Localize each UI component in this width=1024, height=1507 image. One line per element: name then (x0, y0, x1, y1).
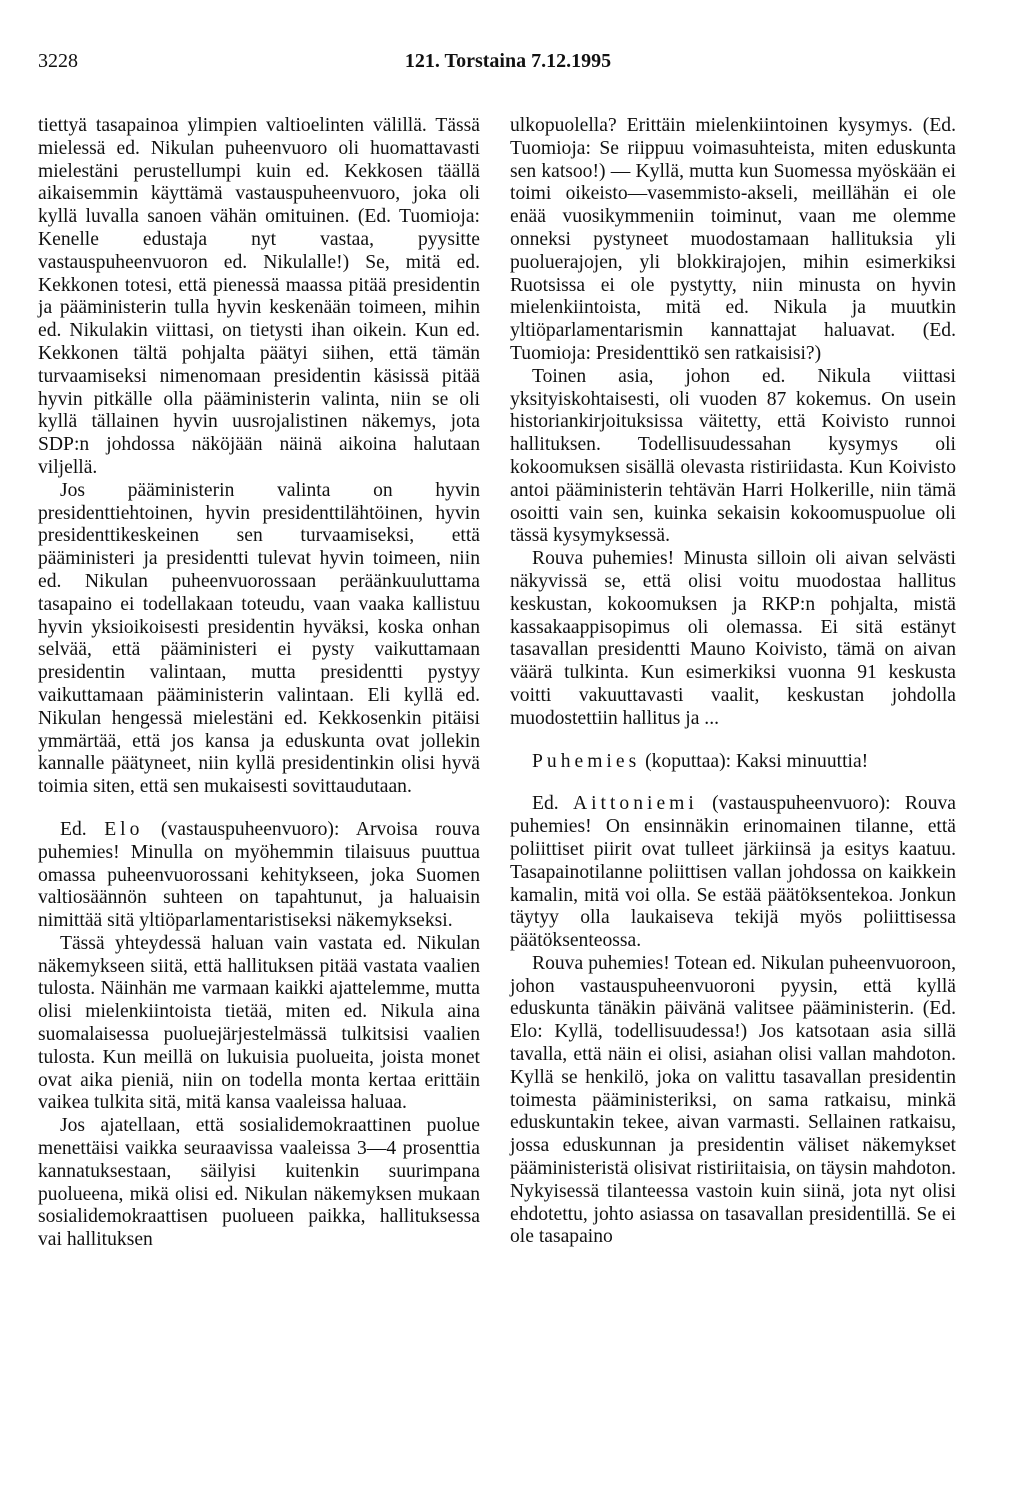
paragraph: Toinen asia, johon ed. Nikula viittasi yksityiskohtaisesti, oli vuoden 87 kokemus. On usein historiankirjoituksissa väitetty, että Koivisto runnoi hallituksen. Todellisuudessahan kysymys oli kokoomuksen sisällä olevasta ristiriidasta. Kun Koivisto antoi pääministerin tehtävän Harri Holkerille, niin tämä osoitti vain sen, kuinka sekaisin kokoomuspuolue oli tässä kysymyksessä. (510, 365, 956, 547)
speaker-prefix: Ed. (532, 793, 573, 815)
paragraph: Tässä yhteydessä haluan vain vastata ed. Nikulan näkemykseen siitä, että hallituksen pitää vastata vaalien tulosta. Näinhän me varmaan kaikki ajattelemme, mutta olisi mielenkiintoista tietää, miten ed. Nikula aina suomalaisessa puoluejärjestelmässä tulkitsisi vaalien tulosta. Kun meillä on lukuisia puolueita, joista monet ovat aika pieniä, niin on todella monta kertaa erittäin vaikea tulkita sitä, mitä kansa vaaleissa haluaa. (38, 932, 480, 1114)
right-column (510, 115, 956, 1249)
paragraph: Jos pääministerin valinta on hyvin presidenttiehtoinen, hyvin presidenttilähtöinen, hyvin presidenttikeskeinen sen turvaamiseksi, että pääministeri ja presidentti tulevat hyvin toimeen, niin ed. Nikulan puheenvuorossaan peräänkuuluttama tasapaino ei todellakaan toteudu, vaan vaaka kallistuu hyvin yksioikoisesti presidentin hyväksi, koska onhan selvää, että pääministeri ei pysty vaikuttamaan presidentin valintaan, mutta presidentti pystyy vaikuttamaan pääministerin valintaan. Eli kyllä ed. Nikulan hengessä mielestäni ed. Kekkosenkin pitäisi ymmärtää, että jos kansa ja eduskunta ovat jollekin kannalle päätyneet, niin kyllä presidentinkin olisi hyvä toimia siten, että sen mukaisesti sovittaudutaan. (38, 479, 480, 798)
paragraph: Rouva puhemies! Minusta silloin oli aivan selvästi näkyvissä se, että olisi voitu muodostaa hallitus keskustan, kokoomuksen ja RKP:n pohjalta, mistä kassakaappisopimus oli olemassa. Ei sitä estänyt tasavallan presidentti Mauno Koivisto, tämä on aivan väärä tulkinta. Kun esimerkiksi vuonna 91 keskusta voitti vakuuttavasti vaalit, keskustan johdolla muodostettiin hallitus ja ... (510, 548, 956, 729)
page-number: 3228 (38, 50, 78, 72)
speech-text: (koputtaa): Kaksi minuuttia! (640, 750, 869, 772)
running-head: 121. Torstaina 7.12.1995 (404, 50, 612, 72)
speaker-paragraph (38, 819, 480, 933)
paragraph: Jos ajatellaan, että sosialidemokraattinen puolue menettäisi vaikka seuraavissa vaaleissa 3—4 prosenttia kannatuksestaan, säilyisi kuitenkin suurimpana puolueena, mikä olisi ed. Nikulan näkemyksen mukaan sosialidemokraattisen puolueen paikka, hallituksessa vai hallituksen (38, 1115, 480, 1251)
left-column (38, 115, 480, 1252)
paragraph: Rouva puhemies! Totean ed. Nikulan puheenvuoroon, johon vastauspuheenvuoroni pyysin, että kyllä eduskunta tänäkin päivänä valitsee pääministerin. (Ed. Elo: Kyllä, todellisuudessa!) Jos katsotaan asia sillä tavalla, että näin ei olisi, asiahan olisi vallan mahdoton. Kyllä se henkilö, joka on valittu tasavallan presidentin toimesta pääministeriksi, on sama ratkaisu, minkä eduskuntakin tekee, aivan varmasti. Sellainen ratkaisu, jossa eduskunnan ja presidentin väliset näkemykset pääministeristä olisivat ristiriitaisia, on täysin mahdoton. Nykyisessä tilanteessa vastoin kuin siinä, jota nyt olisi ehdotettu, johto asiassa on tasavallan presidentillä. Se ei ole tasapaino (510, 952, 956, 1248)
speaker-paragraph (510, 793, 956, 953)
speaker-prefix: Ed. (60, 818, 105, 840)
paragraph: tiettyä tasapainoa ylimpien valtioelinten välillä. Tässä mielessä ed. Nikulan puheenvuoro oli huomattavasti mielestäni perustellumpi kuin ed. Kekkosen täällä aikaisemmin käyttämä vastauspuheenvuoro, joka oli kyllä luvalla sanoen vähän omituinen. (Ed. Tuomioja: Kenelle edustaja nyt vastaa, pyysitte vastauspuheenvuoron ed. Nikulalle!) Se, mitä ed. Kekkonen totesi, että pienessä maassa pitää presidentin ja pääministerin tulla hyvin keskenään toimeen, mihin ed. Nikulakin viittasi, on tietysti ihan oikein. Kun ed. Kekkonen tältä pohjalta päätyi siihen, että tämän turvaamiseksi nimenomaan presidentin käsissä pitää hyvin pitkälle olla pääministerin valinta, niin se oli kyllä tällainen hyvin uusrojalistinen näkemys, jota SDP:n johdossa näköjään näinä aikoina halutaan viljellä. (38, 115, 480, 478)
speaker-paragraph (510, 751, 956, 774)
speaker-name: Elo (104, 818, 144, 840)
page-header (38, 50, 978, 74)
speech-text: (vastauspuheenvuoro): Rouva puhemies! On ensinnäkin erinomainen tilanne, että poliittiset piirit ovat tulleet järkiinsä ja esitys kaatuu. Tasapainotilanne poliittisen vallan johdossa on kaikkein kamalin, mitä voi olla. Se estää päätöksentekoa. Jonkun täytyy olla laukaiseva tekijä myös poliittisessa päätöksenteossa. (510, 793, 957, 952)
paragraph: ulkopuolella? Erittäin mielenkiintoinen kysymys. (Ed. Tuomioja: Se riippuu voimasuhteista, miten eduskunta sen katsoo!) — Kyllä, mutta kun Suomessa myöskään ei toimi oikeisto—vasemmisto-akseli, meillähän ei ole enää vuosikymmeniin toiminut, vaan me olemme onneksi pystyneet muodostamaan hallituksia yli puoluerajojen, yli blokkirajojen, mihin esimerkiksi Ruotsissa ei ole pystytty, niin minusta on hyvin mielenkiintoista, mitä ed. Nikula ja muutkin yltiöparlamentarismin kannattajat haluavat. (Ed. Tuomioja: Presidenttikö sen ratkaisisi?) (510, 115, 956, 364)
speaker-name: Aittoniemi (572, 793, 698, 815)
speech-text: (vastauspuheenvuoro): Arvoisa rouva puhemies! Minulla on myöhemmin tilaisuus puuttua omassa puheenvuorossani kehitykseen, joka Suomen valtiosäännön suhteen on tapahtunut, ja haluaisin nimittää sitä yltiöparlamentaristiseksi näkemykseksi. (38, 818, 480, 932)
speaker-name: Puhemies (532, 750, 641, 772)
